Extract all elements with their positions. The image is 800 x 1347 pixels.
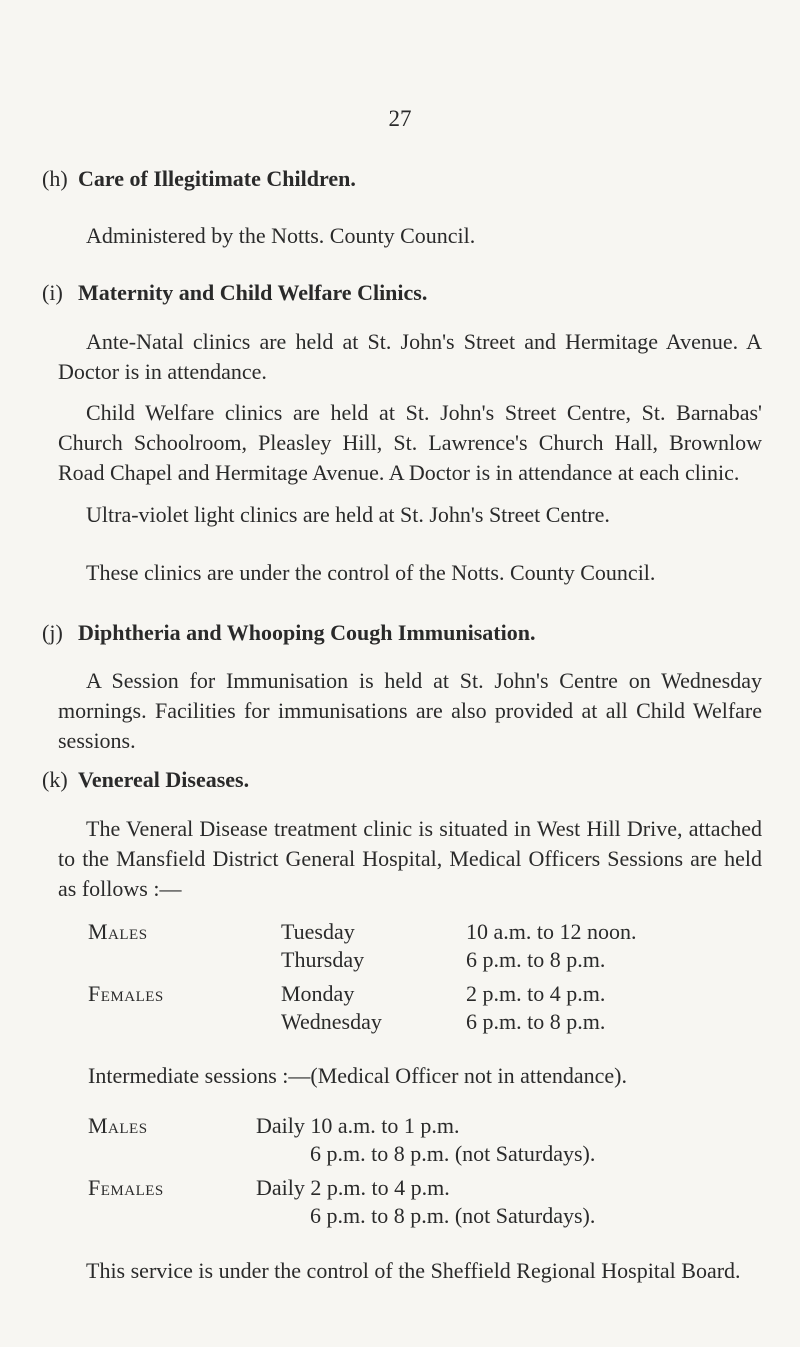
schedule-males-day-1: Tuesday bbox=[281, 919, 355, 944]
section-j-letter: (j) bbox=[42, 620, 63, 645]
schedule-females-label: Females bbox=[88, 981, 164, 1006]
section-k-paragraph-1: The Veneral Disease treatment clinic is situated in West Hill Drive, attached to the Mansfield District General Hospital, Medical Officers Sessions are held as follows :— bbox=[58, 816, 762, 901]
section-i-paragraph-1: Ante-Natal clinics are held at St. John's Street and Hermitage Avenue. A Doctor is in attendance. bbox=[58, 329, 762, 384]
section-h-heading bbox=[42, 166, 356, 192]
section-h-text: Administered by the Notts. County Council. bbox=[86, 223, 476, 248]
section-j-title: Diphtheria and Whooping Cough Immunisation. bbox=[78, 620, 536, 645]
section-k-title: Venereal Diseases. bbox=[78, 767, 250, 792]
section-i-paragraph-2: Child Welfare clinics are held at St. John's Street Centre, St. Barnabas' Church Schoolroom, Pleasley Hill, St. Lawrence's Church Hall, Brownlow Road Chapel and Hermitage Avenue. A Doctor is in attendance at each clinic. bbox=[58, 400, 762, 485]
page-number: 27 bbox=[388, 106, 412, 131]
section-j-paragraph-1: A Session for Immunisation is held at St. John's Centre on Wednesday mornings. Facilities for immunisations are also provided at all Child Welfare sessions. bbox=[58, 668, 762, 753]
intermediate-females-label: Females bbox=[88, 1175, 164, 1200]
schedule-females-time-2: 6 p.m. to 8 p.m. bbox=[466, 1009, 606, 1034]
section-i-heading bbox=[42, 280, 427, 306]
section-k-closing: This service is under the control of the Sheffield Regional Hospital Board. bbox=[86, 1258, 741, 1283]
intermediate-females-line-1: Daily 2 p.m. to 4 p.m. bbox=[256, 1175, 450, 1200]
intermediate-males-label: Males bbox=[88, 1113, 148, 1138]
section-k-heading bbox=[42, 767, 249, 793]
schedule-males-time-1: 10 a.m. to 12 noon. bbox=[466, 919, 637, 944]
schedule-males-label: Males bbox=[88, 919, 148, 944]
section-h-letter: (h) bbox=[42, 166, 68, 191]
intermediate-females-line-2: 6 p.m. to 8 p.m. (not Saturdays). bbox=[310, 1203, 596, 1228]
schedule-females-time-1: 2 p.m. to 4 p.m. bbox=[466, 981, 606, 1006]
section-j-heading bbox=[42, 620, 535, 646]
section-i-paragraph-4: These clinics are under the control of the Notts. County Council. bbox=[86, 560, 656, 585]
section-i-title: Maternity and Child Welfare Clinics. bbox=[78, 280, 428, 305]
section-i-letter: (i) bbox=[42, 280, 63, 305]
schedule-males-time-2: 6 p.m. to 8 p.m. bbox=[466, 947, 606, 972]
intermediate-males-line-2: 6 p.m. to 8 p.m. (not Saturdays). bbox=[310, 1141, 596, 1166]
section-k-letter: (k) bbox=[42, 767, 68, 792]
schedule-males-day-2: Thursday bbox=[281, 947, 365, 972]
intermediate-sessions-line: Intermediate sessions :—(Medical Officer not in attendance). bbox=[88, 1063, 628, 1088]
schedule-females-day-2: Wednesday bbox=[281, 1009, 382, 1034]
schedule-females-day-1: Monday bbox=[281, 981, 355, 1006]
section-i-paragraph-3: Ultra-violet light clinics are held at St. John's Street Centre. bbox=[86, 502, 610, 527]
section-h-title: Care of Illegitimate Children. bbox=[78, 166, 356, 191]
intermediate-males-line-1: Daily 10 a.m. to 1 p.m. bbox=[256, 1113, 460, 1138]
